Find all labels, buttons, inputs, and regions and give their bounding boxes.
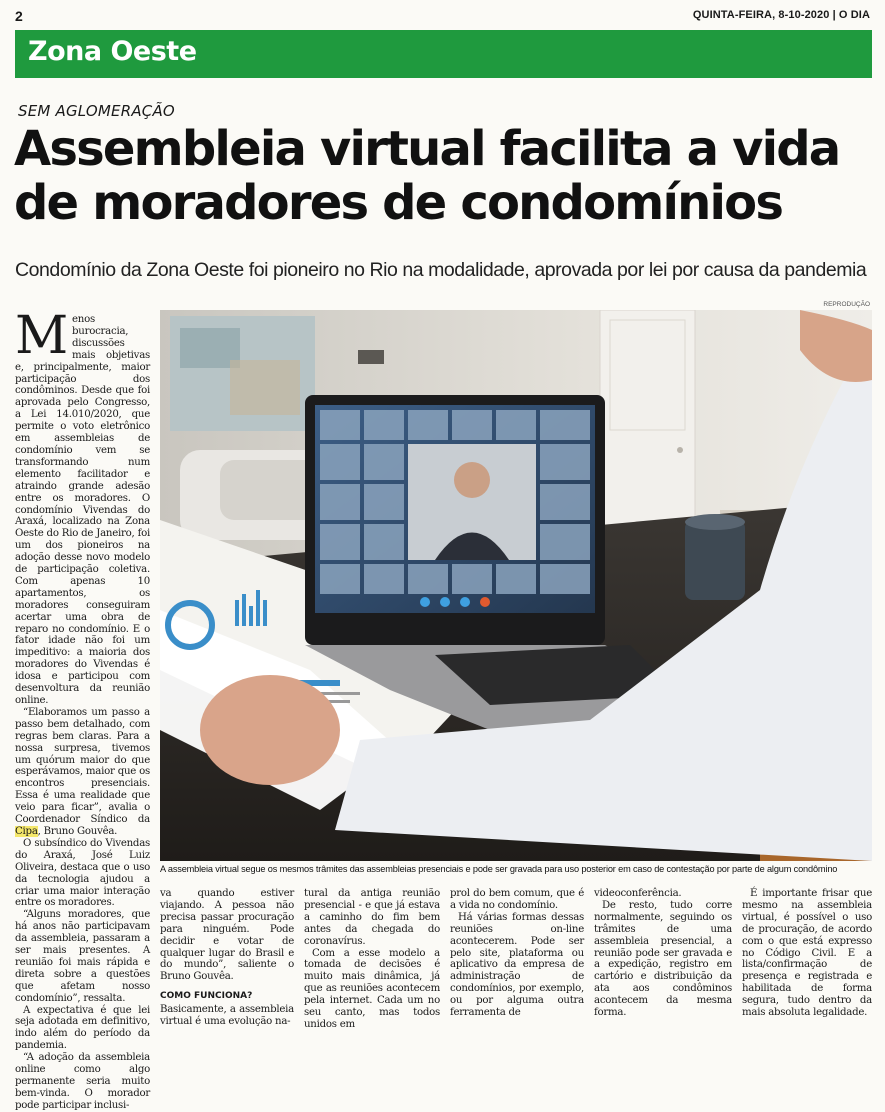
paragraph: Menos burocracia, discussões mais objetivas e, principalmente, maior participação dos condôminos. Desde que foi aprovada pelo Congresso, a Lei 14.010/2020, que permite o voto eletrônico em assembleias de condomínio vem se transformando num elemento facilitador e atraindo grande adesão entre os moradores. O condomínio Vivendas do Araxá, localizado na Zona Oeste do Rio de Janeiro, foi um dos pioneiros na adoção desse novo modelo de participação coletiva. Com apenas 10 apartamentos, os moradores conseguiram acertar uma obra de reparo no condomínio. E o fator idade não foi um impeditivo: a maioria dos moradores do Vivendas é idosa e participou com desenvoltura da reunião online. <box>15 306 150 706</box>
page-header <box>15 8 870 24</box>
paragraph: “Alguns moradores, que há anos não participavam da assembleia, passaram a ser mais presentes. A reunião foi mais rápida e direta sobre a questões que afetam nosso condomínio”, ressalta. <box>15 909 150 1004</box>
paragraph: tural da antiga reunião presencial - e que já estava a caminho do fim bem antes da chegada do coronavírus. <box>304 888 440 947</box>
article-kicker: SEM AGLOMERAÇÃO <box>18 102 175 120</box>
column-4 <box>450 888 584 1019</box>
section-banner <box>15 30 872 78</box>
photo-credit: REPRODUÇÃO <box>823 301 870 308</box>
column-2 <box>160 888 294 1028</box>
paragraph: De resto, tudo corre normalmente, seguindo os trâmites de uma assembleia presencial, a reunião pode ser gravada e a expedição, registro em cartório e distribuição da ata aos condôminos acontecem da mesma forma. <box>594 899 732 1019</box>
paragraph: A expectativa é que lei seja adotada em definitivo, indo além do período da pandemia. <box>15 1004 150 1052</box>
column-3 <box>304 888 440 1031</box>
paragraph: va quando estiver viajando. A pessoa não precisa passar procuração para ninguém. Pode decidir e votar de qualquer lugar do Brasil e do mundo”, saliente o Bruno Gouvêa. <box>160 888 294 983</box>
highlighted-text: Cipa <box>15 825 38 837</box>
hand <box>200 675 340 785</box>
column-1 <box>15 306 150 1111</box>
photo-caption: A assembleia virtual segue os mesmos trâmites das assembleias presenciais e pode ser gravada para uso posterior em caso de contestação por parte de algum condômino <box>160 864 838 874</box>
paragraph: Com a esse modelo a tomada de decisões é muito mais dinâmica, já que as reuniões acontecem pela internet. Cada um no seu canto, mas todos unidos em <box>304 947 440 1030</box>
column-5 <box>594 888 732 1019</box>
paragraph: O subsíndico do Vivendas do Araxá, José Luiz Oliveira, destaca que o uso da tecnologia ajudou a criar uma maior interação entre os moradores. <box>15 837 150 909</box>
photo-illustration <box>160 310 872 861</box>
article-headline: Assembleia virtual facilita a vida de moradores de condomínios <box>14 121 840 231</box>
paragraph: “A adoção da assembleia online como algo permanente seria muito bem-vinda. O morador pode participar inclusi- <box>15 1052 150 1111</box>
publication-date: QUINTA-FEIRA, 8-10-2020 | O DIA <box>692 9 870 21</box>
paragraph: videoconferência. <box>594 888 682 899</box>
section-subtitle: COMO FUNCIONA? <box>160 991 253 1002</box>
paragraph: Basicamente, a assembleia virtual é uma evolução na- <box>160 1004 294 1028</box>
page-number: 2 <box>15 8 23 24</box>
drop-cap: M <box>15 306 68 366</box>
article-subheadline: Condomínio da Zona Oeste foi pioneiro no Rio na modalidade, aprovada por lei por causa da pandemia <box>15 259 867 281</box>
coffee-mug <box>685 520 745 600</box>
paragraph: É importante frisar que mesmo na assembleia virtual, é possível o uso de procuração, de acordo com o que está expresso no Código Civil. E a lista/confirmação de presença e registrada e habilitada de forma segura, tudo dentro da mais absoluta legalidade. <box>742 888 872 1019</box>
paragraph: prol do bem comum, que é a vida no condomínio. <box>450 888 584 911</box>
article-photo <box>160 310 872 861</box>
column-6 <box>742 888 872 1019</box>
paragraph: Há várias formas dessas reuniões on-line acontecerem. Pode ser pelo site, plataforma ou aplicativo da empresa de administração de condomínios, por exemplo, ou por alguma outra ferramenta de <box>450 911 584 1019</box>
section-title: Zona Oeste <box>28 36 197 67</box>
paragraph: “Elaboramos um passo a passo bem detalhado, com regras bem claras. Para a nossa surpresa, tivemos um quórum maior do que esperávamos, maior que os encontros presenciais. Essa é uma realidade que veio para ficar”, avalia o Coordenador Síndico da Cipa, Bruno Gouvêa. <box>15 706 150 837</box>
